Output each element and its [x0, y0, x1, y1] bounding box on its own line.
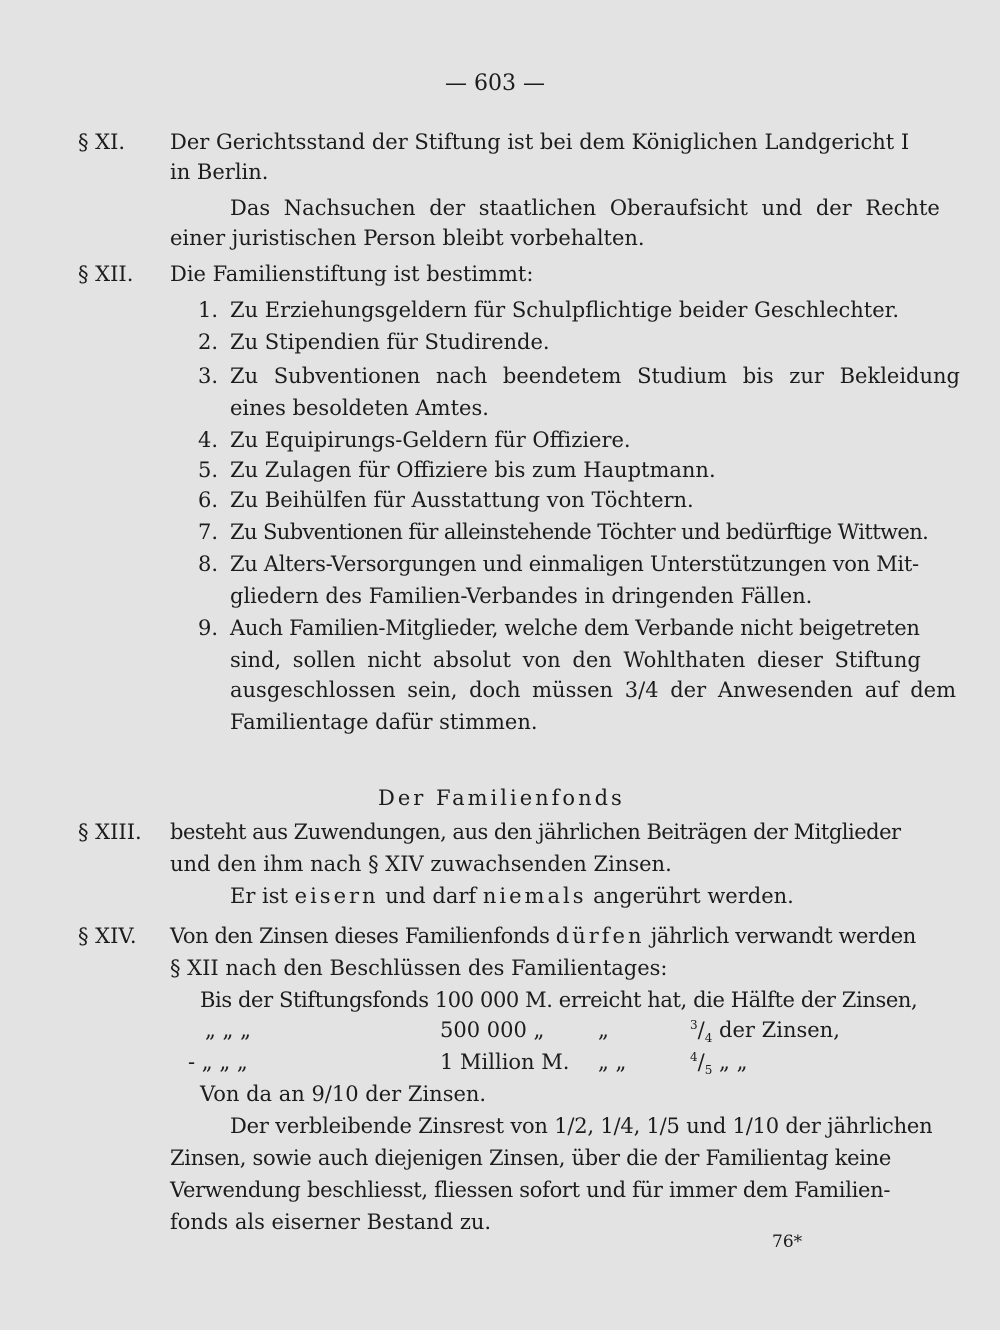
emphasis-text: dürfen: [555, 924, 645, 948]
paragraph-line: Der verbleibende Zinsrest von 1/2, 1/4, 1/5 und 1/10 der jährlichen: [230, 1114, 933, 1138]
ditto-marks: „ „ „: [205, 1018, 251, 1042]
ditto-marks: „ „: [598, 1050, 627, 1074]
paragraph-line: § XII nach den Beschlüssen des Familientages:: [170, 956, 668, 980]
list-item-cont: gliedern des Familien-Verbandes in dringenden Fällen.: [230, 584, 813, 608]
allocation-share: $^3/_4$ der Zinsen,: [690, 1018, 840, 1046]
list-item: Zu Subventionen für alleinstehende Töchter und bedürftige Wittwen.: [230, 520, 929, 544]
paragraph-line: einer juristischen Person bleibt vorbehalten.: [170, 226, 645, 250]
text-run: Von den Zinsen dieses Familienfonds: [170, 924, 556, 948]
item-number: 5.: [197, 458, 218, 482]
item-number: 7.: [197, 520, 218, 544]
list-item: Zu Beihülfen für Ausstattung von Töchtern.: [230, 488, 694, 512]
paragraph-line: in Berlin.: [170, 160, 269, 184]
fraction-numerator: 3: [690, 1018, 698, 1032]
paragraph-line: [170, 128, 932, 156]
list-item: Zu Alters-Versorgungen und einmaligen Unterstützungen von Mit-: [230, 552, 919, 576]
section-label-xiii: § XIII.: [78, 820, 142, 844]
list-item: Zu Equipirungs-Geldern für Offiziere.: [230, 428, 631, 452]
fraction-numerator: 4: [690, 1050, 698, 1064]
paragraph-line: Verwendung beschliesst, fliessen sofort und für immer dem Familien-: [170, 1178, 891, 1202]
section-intro: Die Familienstiftung ist bestimmt:: [170, 262, 534, 286]
section-label-xi: § XI.: [78, 130, 126, 154]
text-run: Er ist: [230, 884, 295, 908]
section-label-xiv: § XIV.: [78, 924, 137, 948]
fraction-denominator: 5: [704, 1063, 713, 1078]
emphasis-text: eisern: [294, 884, 379, 908]
paragraph-line: [170, 922, 916, 950]
text-run: angerührt werden.: [586, 884, 794, 908]
line-text: Der Gerichtsstand der Stiftung ist bei dem Königlichen Landgericht I: [170, 130, 910, 154]
list-item: Zu Zulagen für Offiziere bis zum Hauptmann.: [230, 458, 716, 482]
allocation-amount: 500 000 „: [440, 1018, 545, 1042]
item-number: 2.: [197, 330, 218, 354]
ditto-marks: „: [598, 1018, 609, 1042]
paragraph-line: und den ihm nach § XIV zuwachsenden Zinsen.: [170, 852, 672, 876]
list-item-cont: sind, sollen nicht absolut von den Wohlthaten dieser Stiftung: [230, 648, 921, 672]
list-item-cont: eines besoldeten Amtes.: [230, 396, 489, 420]
allocation-amount: 1 Million M.: [440, 1050, 570, 1074]
emphasis-text: niemals: [482, 884, 587, 908]
item-number: 3.: [197, 364, 218, 388]
list-item: Auch Familien-Mitglieder, welche dem Verbande nicht beigetreten: [230, 616, 920, 640]
list-item-cont: ausgeschlossen sein, doch müssen 3/4 der Anwesenden auf dem: [230, 678, 956, 702]
text-run: und darf: [378, 884, 483, 908]
list-item-cont: Familientage dafür stimmen.: [230, 710, 538, 734]
paragraph-line: [230, 882, 794, 910]
list-item: Zu Subventionen nach beendetem Studium bis zur Bekleidung: [230, 364, 960, 388]
paragraph-line: Von da an 9/10 der Zinsen.: [200, 1082, 487, 1106]
fraction-denominator: 4: [704, 1031, 713, 1046]
signature-mark: 76*: [772, 1232, 803, 1252]
paragraph-line: besteht aus Zuwendungen, aus den jährlichen Beiträgen der Mitglieder: [170, 820, 901, 844]
item-number: 8.: [197, 552, 218, 576]
paragraph-line: fonds als eiserner Bestand zu.: [170, 1210, 492, 1234]
paragraph-line: Zinsen, sowie auch diejenigen Zinsen, über die der Familientag keine: [170, 1146, 892, 1170]
item-number: 6.: [197, 488, 218, 512]
paragraph-line: Das Nachsuchen der staatlichen Oberaufsicht und der Rechte: [230, 196, 940, 220]
section-heading: Der Familienfonds: [378, 786, 625, 810]
ditto-marks: - „ „ „: [188, 1050, 248, 1074]
page-number: — 603 —: [445, 71, 545, 96]
text-run: „ „: [719, 1050, 748, 1074]
section-label-xii: § XII.: [78, 262, 134, 286]
item-number: 9.: [197, 616, 218, 640]
item-number: 4.: [197, 428, 218, 452]
text-run: der Zinsen,: [719, 1018, 840, 1042]
text-run: jährlich verwandt werden: [644, 924, 916, 948]
allocation-row: Bis der Stiftungsfonds 100 000 M. erreicht hat, die Hälfte der Zinsen,: [200, 988, 918, 1012]
list-item: Zu Erziehungsgeldern für Schulpflichtige beider Geschlechter.: [230, 298, 900, 322]
list-item: Zu Stipendien für Studirende.: [230, 330, 550, 354]
item-number: 1.: [197, 298, 218, 322]
allocation-share: $^4/_5$ „ „: [690, 1050, 748, 1078]
